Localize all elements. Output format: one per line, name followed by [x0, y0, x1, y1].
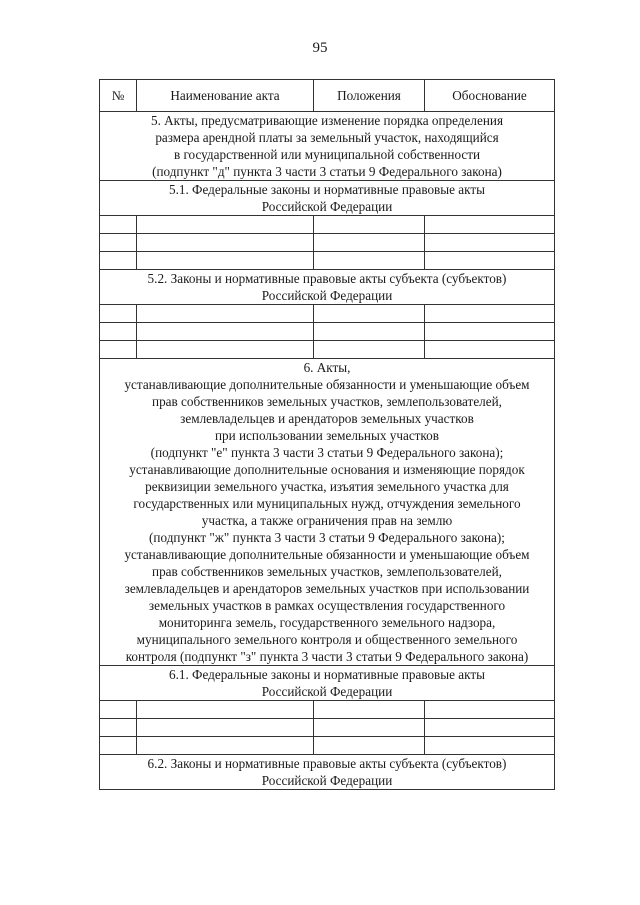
empty-cell — [137, 216, 314, 234]
empty-cell — [425, 719, 555, 737]
header-justification: Обоснование — [425, 80, 555, 112]
section-6-1-heading — [100, 666, 555, 701]
section-line: государственных или муниципальных нужд, отчуждения земельного — [133, 496, 521, 511]
section-row — [100, 755, 555, 790]
empty-cell — [137, 737, 314, 755]
section-line: устанавливающие дополнительные основания и изменяющие порядок — [129, 462, 525, 477]
section-line: землевладельцев и арендаторов земельных участков — [180, 411, 474, 426]
empty-cell — [100, 323, 137, 341]
empty-cell — [425, 216, 555, 234]
empty-cell — [425, 234, 555, 252]
section-line: (подпункт "д" пункта 3 части 3 статьи 9 Федерального закона) — [152, 164, 502, 179]
section-line: 5.2. Законы и нормативные правовые акты субъекта (субъектов) — [147, 271, 507, 286]
section-line: землевладельцев и арендаторов земельных участков при использовании — [124, 581, 530, 596]
section-line: 6. Акты, — [303, 360, 351, 375]
section-line: 5.1. Федеральные законы и нормативные правовые акты — [168, 182, 486, 197]
section-line: в государственной или муниципальной собственности — [173, 147, 481, 162]
empty-cell — [314, 341, 425, 359]
empty-row — [100, 719, 555, 737]
empty-cell — [137, 252, 314, 270]
empty-row — [100, 252, 555, 270]
header-provisions: Положения — [314, 80, 425, 112]
section-line: Российской Федерации — [261, 199, 393, 214]
empty-cell — [425, 701, 555, 719]
empty-cell — [100, 252, 137, 270]
section-line: при использовании земельных участков — [214, 428, 439, 443]
empty-cell — [100, 737, 137, 755]
empty-cell — [314, 737, 425, 755]
empty-cell — [425, 252, 555, 270]
section-line: муниципального земельного контроля и общественного земельного — [136, 632, 518, 647]
section-line: участка, а также ограничения прав на землю — [201, 513, 453, 528]
page-number: 95 — [312, 40, 328, 56]
empty-row — [100, 323, 555, 341]
section-line: реквизиции земельного участка, изъятия земельного участка для — [145, 479, 509, 494]
empty-cell — [314, 234, 425, 252]
section-5-heading — [100, 112, 555, 181]
empty-cell — [425, 305, 555, 323]
empty-cell — [425, 341, 555, 359]
section-line: (подпункт "ж" пункта 3 части 3 статьи 9 Федерального закона); — [149, 530, 505, 545]
empty-cell — [137, 323, 314, 341]
header-row — [100, 80, 555, 112]
empty-cell — [100, 305, 137, 323]
empty-cell — [100, 216, 137, 234]
section-line: мониторинга земель, государственного земельного надзора, — [158, 615, 496, 630]
acts-table — [99, 79, 555, 790]
section-6-heading — [100, 359, 555, 666]
section-6-2-heading — [100, 755, 555, 790]
section-line: контроля (подпункт "з" пункта 3 части 3 статьи 9 Федерального закона) — [125, 649, 529, 664]
empty-cell — [314, 216, 425, 234]
section-row — [100, 359, 555, 666]
section-line: земельных участков в рамках осуществления государственного — [148, 598, 506, 613]
section-line: устанавливающие дополнительные обязанности и уменьшающие объем — [124, 377, 530, 392]
empty-row — [100, 737, 555, 755]
empty-row — [100, 341, 555, 359]
section-line: размера арендной платы за земельный участок, находящийся — [155, 130, 499, 145]
section-row — [100, 112, 555, 181]
section-line: Российской Федерации — [261, 773, 393, 788]
empty-cell — [425, 323, 555, 341]
empty-cell — [137, 234, 314, 252]
section-row — [100, 270, 555, 305]
section-row — [100, 666, 555, 701]
empty-cell — [314, 701, 425, 719]
empty-cell — [137, 719, 314, 737]
section-line: 6.2. Законы и нормативные правовые акты субъекта (субъектов) — [147, 756, 507, 771]
section-line: Российской Федерации — [261, 684, 393, 699]
section-row — [100, 181, 555, 216]
section-line: прав собственников земельных участков, землепользователей, — [152, 394, 502, 409]
section-line: 5. Акты, предусматривающие изменение порядка определения — [150, 113, 504, 128]
empty-row — [100, 701, 555, 719]
empty-cell — [100, 341, 137, 359]
section-line: Российской Федерации — [261, 288, 393, 303]
empty-cell — [314, 323, 425, 341]
empty-cell — [314, 252, 425, 270]
empty-row — [100, 234, 555, 252]
empty-row — [100, 216, 555, 234]
header-number: № — [100, 80, 137, 112]
empty-cell — [425, 737, 555, 755]
empty-cell — [314, 719, 425, 737]
empty-row — [100, 305, 555, 323]
empty-cell — [314, 305, 425, 323]
empty-cell — [100, 234, 137, 252]
section-line: устанавливающие дополнительные обязанности и уменьшающие объем — [124, 547, 530, 562]
empty-cell — [137, 305, 314, 323]
section-line: 6.1. Федеральные законы и нормативные правовые акты — [168, 667, 486, 682]
empty-cell — [100, 719, 137, 737]
section-line: прав собственников земельных участков, землепользователей, — [152, 564, 502, 579]
empty-cell — [100, 701, 137, 719]
empty-cell — [137, 341, 314, 359]
section-5-2-heading — [100, 270, 555, 305]
empty-cell — [137, 701, 314, 719]
section-line: (подпункт "е" пункта 3 части 3 статьи 9 Федерального закона); — [150, 445, 504, 460]
header-act-name: Наименование акта — [137, 80, 314, 112]
section-5-1-heading — [100, 181, 555, 216]
